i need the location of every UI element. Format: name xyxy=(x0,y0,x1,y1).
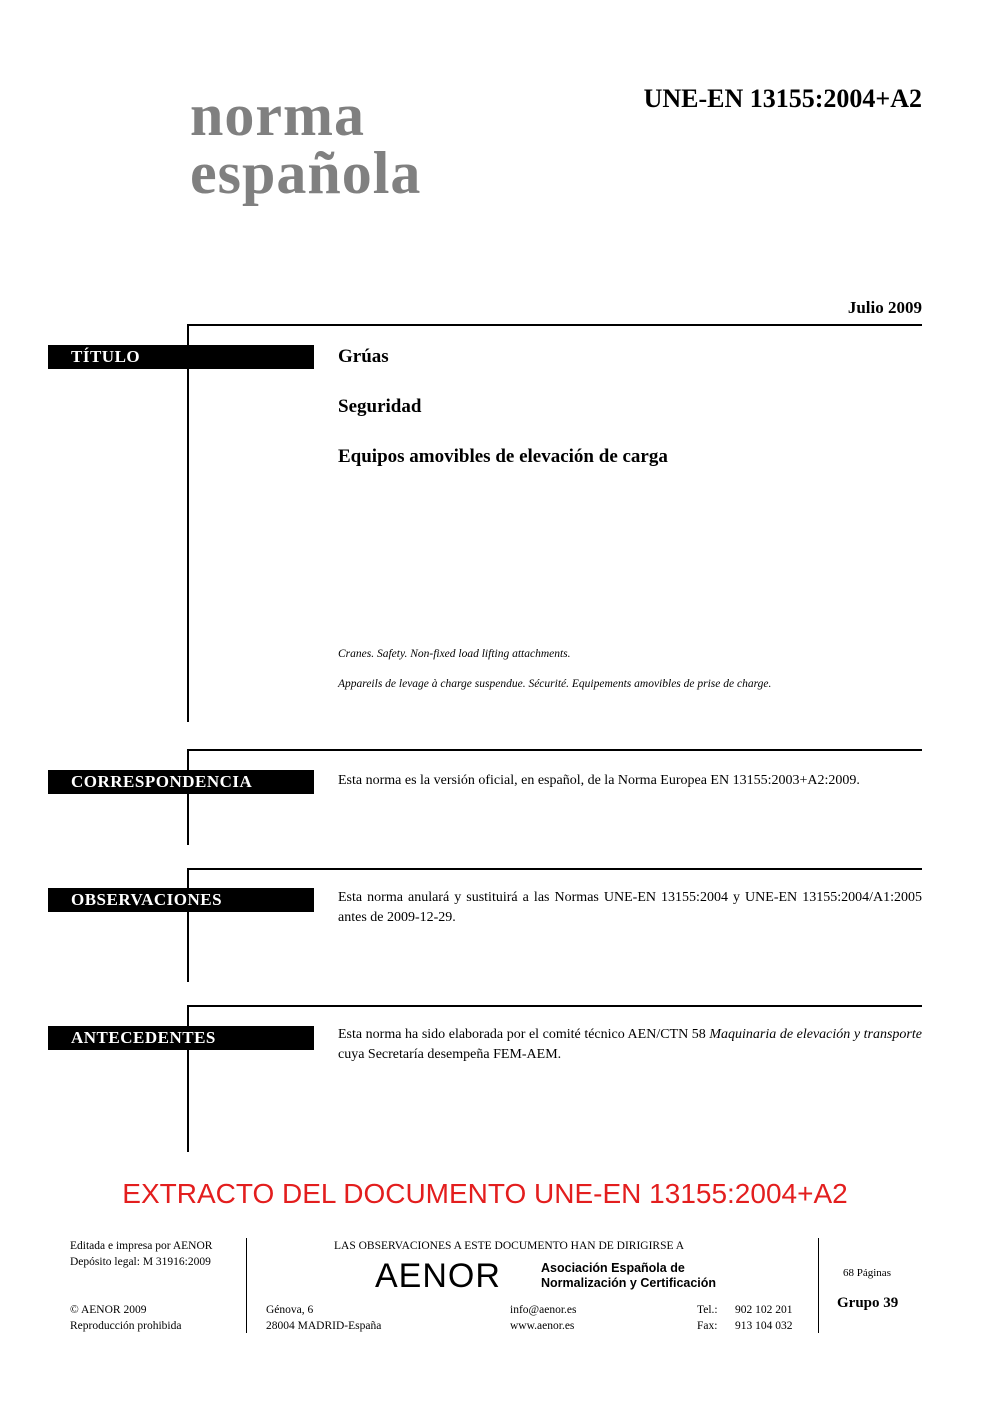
antecedentes-text-end: cuya Secretaría desempeña FEM-AEM. xyxy=(338,1047,562,1062)
section-divider-antecedentes xyxy=(187,1005,922,1007)
section-rule-observaciones xyxy=(187,868,189,982)
footer-email[interactable]: info@aenor.es xyxy=(510,1304,577,1316)
footer-address-1: Génova, 6 xyxy=(266,1304,314,1316)
section-rule-titulo xyxy=(187,324,189,722)
observaciones-text: Esta norma anulará y sustituirá a las Normas UNE-EN 13155:2004 y UNE-EN 13155:2004/A1:2005 antes de 2009-12-29. xyxy=(338,890,922,925)
footer-group: Grupo 39 xyxy=(837,1295,899,1311)
footer-copyright: © AENOR 2009 xyxy=(70,1304,147,1316)
aenor-logo-word: AENOR xyxy=(375,1257,501,1295)
footer-divider-left xyxy=(246,1238,247,1333)
footer-reproduction: Reproducción prohibida xyxy=(70,1320,182,1332)
label-observaciones: OBSERVACIONES xyxy=(48,888,314,912)
footer-tel-label: Tel.: xyxy=(697,1304,718,1316)
title-line-3: Equipos amovibles de elevación de carga xyxy=(338,446,668,467)
footer-divider-right xyxy=(818,1238,819,1333)
footer-deposit: Depósito legal: M 31916:2009 xyxy=(70,1256,211,1268)
committee-name: Maquinaria de elevación y transporte xyxy=(709,1027,922,1042)
section-divider-correspondencia xyxy=(187,749,922,751)
section-divider-titulo xyxy=(187,324,922,326)
footer-fax-label: Fax: xyxy=(697,1320,718,1332)
aenor-logo-subtitle-2: Normalización y Certificación xyxy=(541,1276,717,1290)
footer-tel: 902 102 201 xyxy=(735,1304,793,1316)
publication-date: Julio 2009 xyxy=(847,298,922,317)
footer-fax: 913 104 032 xyxy=(735,1320,793,1332)
label-antecedentes: ANTECEDENTES xyxy=(48,1026,314,1050)
correspondencia-text: Esta norma es la versión oficial, en español, de la Norma Europea EN 13155:2003+A2:2009. xyxy=(338,773,860,788)
title-translation-fr: Appareils de levage à charge suspendue. Sécurité. Equipements amovibles de prise de charge. xyxy=(338,678,772,690)
document-number: UNE-EN 13155:2004+A2 xyxy=(643,84,922,113)
section-divider-observaciones xyxy=(187,868,922,870)
footer-edited: Editada e impresa por AENOR xyxy=(70,1240,213,1252)
footer-observations-note: LAS OBSERVACIONES A ESTE DOCUMENTO HAN DE DIRIGIRSE A xyxy=(334,1240,685,1252)
label-correspondencia: CORRESPONDENCIA xyxy=(48,770,314,794)
antecedentes-text-start: Esta norma ha sido elaborada por el comité técnico AEN/CTN 58 xyxy=(338,1027,710,1042)
brand-line-2: española xyxy=(190,140,422,206)
aenor-logo-subtitle-1: Asociación Española de xyxy=(541,1261,685,1275)
footer-pages: 68 Páginas xyxy=(843,1267,891,1279)
brand-line-1: norma xyxy=(190,82,365,148)
section-rule-correspondencia xyxy=(187,749,189,845)
title-line-1: Grúas xyxy=(338,346,389,367)
title-translation-en: Cranes. Safety. Non-fixed load lifting attachments. xyxy=(338,648,571,660)
antecedentes-text xyxy=(338,1025,922,1065)
extract-notice: EXTRACTO DEL DOCUMENTO UNE-EN 13155:2004+A2 xyxy=(122,1178,848,1209)
footer-web[interactable]: www.aenor.es xyxy=(510,1320,575,1332)
footer-address-2: 28004 MADRID-España xyxy=(266,1320,382,1332)
label-titulo: TÍTULO xyxy=(48,345,314,369)
title-line-2: Seguridad xyxy=(338,396,422,417)
